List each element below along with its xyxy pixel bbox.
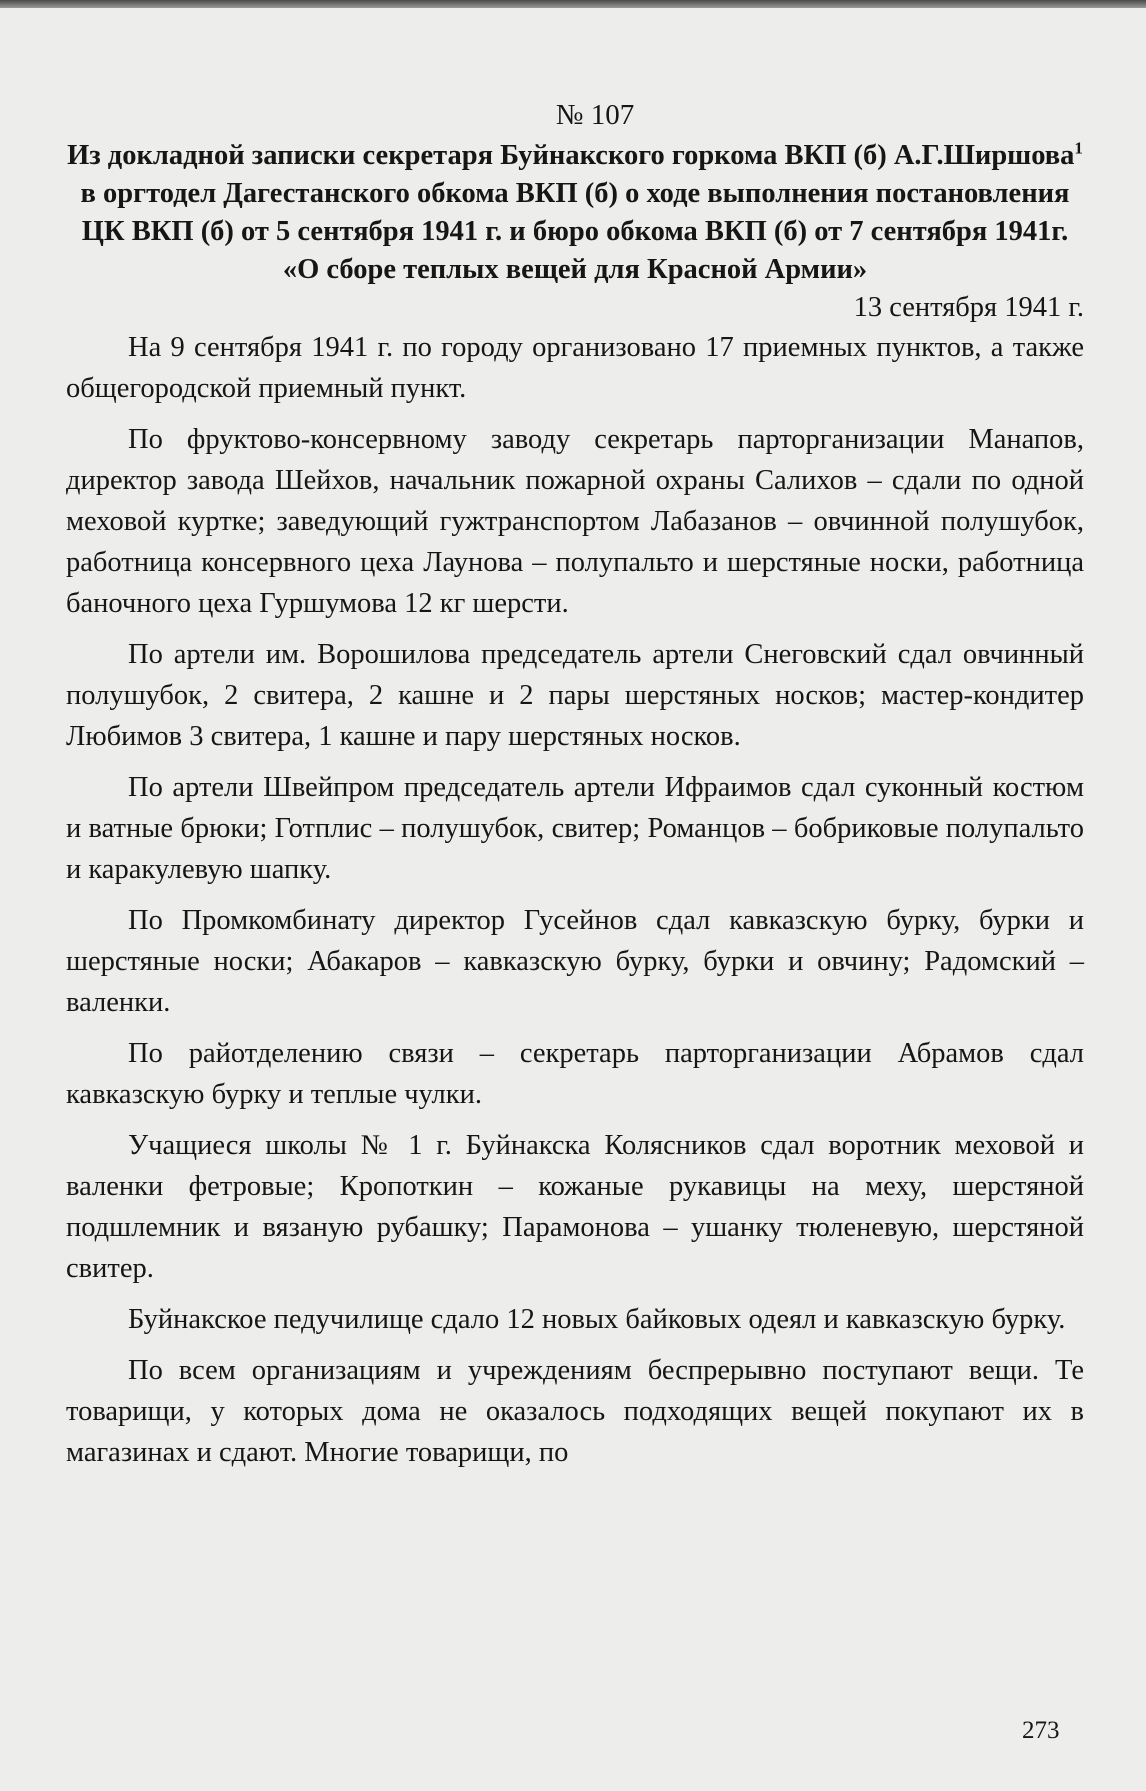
paragraph: По фруктово-консервному заводу секретарь парторганизации Манапов, директор завода Шейхов, начальник пожарной охраны Салихов – сдали по одной меховой куртке; заведующий гужтранспортом Лабазанов – овчинной полушубок, работница консервного цеха Лаунова – полупальто и шерстяные носки, работница баночного цеха Гуршумова 12 кг шерсти. bbox=[66, 424, 1084, 619]
paragraph: Учащиеся школы № 1 г. Буйнакска Колясников сдал воротник меховой и валенки фетровые; Кропоткин – кожаные рукавицы на меху, шерстяной подшлемник и вязаную рубашку; Парамонова – ушанку тюленевую, шерстяной свитер. bbox=[66, 1130, 1084, 1284]
document-date: 13 сентября 1941 г. bbox=[853, 292, 1084, 323]
document-page bbox=[66, 95, 1084, 1483]
paragraph: По артели им. Ворошилова председатель артели Снеговский сдал овчинный полушубок, 2 свитера, 2 кашне и 2 пары шерстяных носков; мастер-кондитер Любимов 3 свитера, 1 кашне и пару шерстяных носков. bbox=[66, 639, 1084, 752]
title-text-part2: в оргтодел Дагестанского обкома ВКП (б) о ходе выполнения постановления ЦК ВКП (б) от 5 сентября 1941 г. и бюро обкома ВКП (б) от 7 сентября 1941г. «О сборе теплых вещей для Красной Армии» bbox=[80, 178, 1070, 285]
paragraph: По Промкомбинату директор Гусейнов сдал кавказскую бурку, бурки и шерстяные носки; Абакаров – кавказскую бурку, бурки и овчину; Радомский – валенки. bbox=[66, 905, 1084, 1018]
footnote-mark: 1 bbox=[1074, 138, 1083, 158]
paragraph: По артели Швейпром председатель артели Ифраимов сдал суконный костюм и ватные брюки; Готплис – полушубок, свитер; Романцов – бобриковые полупальто и каракулевую шапку. bbox=[66, 772, 1084, 885]
page-top-edge bbox=[0, 0, 1146, 8]
paragraph: По всем организациям и учреждениям беспрерывно поступают вещи. Те товарищи, у которых дома не оказалось подходящих вещей покупают их в магазинах и сдают. Многие товарищи, по bbox=[66, 1355, 1084, 1468]
document-number: № 107 bbox=[555, 99, 635, 131]
title-text-part1: Из докладной записки секретаря Буйнакского горкома ВКП (б) А.Г.Ширшова bbox=[67, 140, 1075, 171]
paragraph: По райотделению связи – секретарь парторганизации Абрамов сдал кавказскую бурку и теплые чулки. bbox=[66, 1038, 1084, 1110]
paragraph: Буйнакское педучилище сдало 12 новых байковых одеял и кавказскую бурку. bbox=[128, 1304, 1066, 1335]
page-number: 273 bbox=[1022, 1717, 1060, 1744]
document-title bbox=[66, 137, 1084, 289]
paragraph: На 9 сентября 1941 г. по городу организовано 17 приемных пунктов, а также общегородской приемный пункт. bbox=[66, 332, 1084, 404]
